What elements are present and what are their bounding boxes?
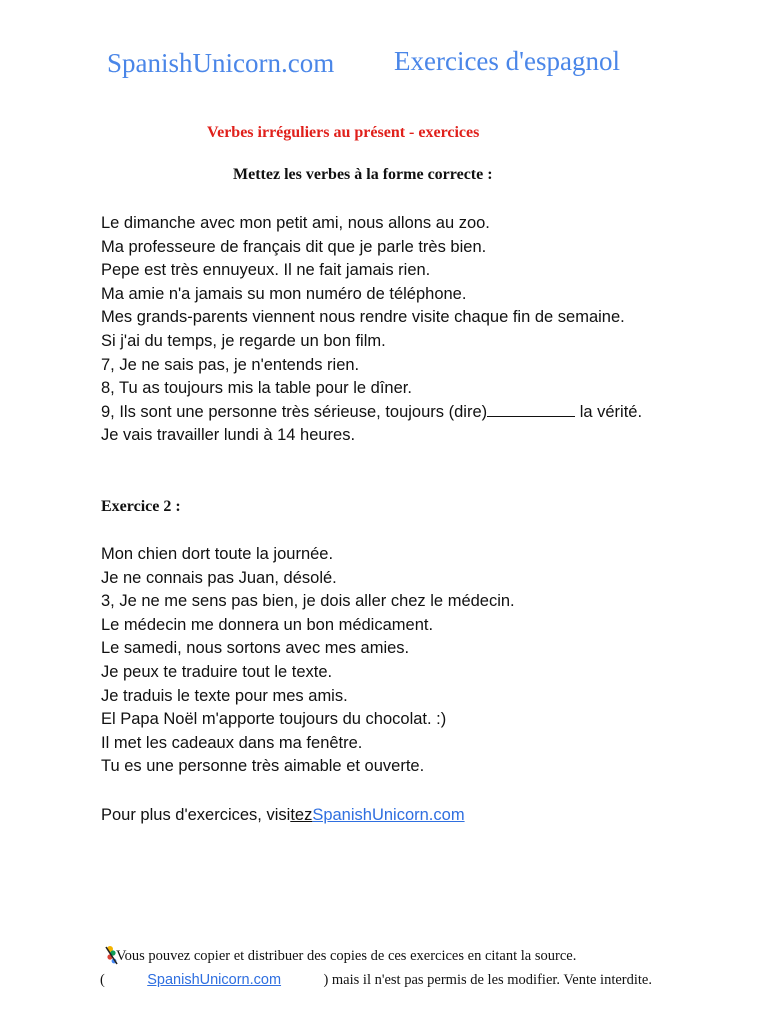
blank-sentence-start: 9, Ils sont une personne très sérieuse, toujours (dire) bbox=[101, 402, 488, 421]
list-item: Si j'ai du temps, je regarde un bon film. bbox=[101, 331, 386, 350]
list-item: Le samedi, nous sortons avec mes amies. bbox=[101, 639, 410, 658]
list-item: Je traduis le texte pour mes amis. bbox=[101, 686, 348, 705]
list-item: Pepe est très ennuyeux. Il ne fait jamais rien. bbox=[101, 261, 431, 280]
footer-site-link[interactable]: SpanishUnicorn.com bbox=[147, 972, 282, 988]
list-item: 8, Tu as toujours mis la table pour le dîner. bbox=[101, 379, 412, 398]
exercise2-list bbox=[101, 543, 515, 779]
footer-license bbox=[100, 972, 652, 989]
list-item: Tu es une personne très aimable et ouverte. bbox=[101, 757, 425, 776]
instruction: Mettez les verbes à la forme correcte : bbox=[233, 166, 493, 183]
footer-license-text: ) mais il n'est pas permis de les modifier. Vente interdite. bbox=[323, 972, 652, 988]
list-item: Je ne connais pas Juan, désolé. bbox=[101, 568, 337, 587]
list-item: Je vais travailler lundi à 14 heures. bbox=[101, 426, 356, 445]
list-item: Mon chien dort toute la journée. bbox=[101, 545, 334, 563]
site-link[interactable]: SpanishUnicorn.com bbox=[312, 806, 465, 824]
exercise1-list bbox=[101, 212, 642, 448]
answer-blank bbox=[487, 402, 575, 417]
footer-open-paren: ( bbox=[100, 972, 105, 988]
more-exercises-suffix: tez bbox=[290, 806, 313, 824]
list-item: Il met les cadeaux dans ma fenêtre. bbox=[101, 733, 363, 752]
list-item: Ma professeure de français dit que je parle très bien. bbox=[101, 237, 487, 256]
list-item: Le dimanche avec mon petit ami, nous allons au zoo. bbox=[101, 214, 490, 232]
list-item: Le médecin me donnera un bon médicament. bbox=[101, 615, 434, 634]
list-item-with-blank bbox=[101, 401, 642, 425]
list-item: Je peux te traduire tout le texte. bbox=[101, 662, 333, 681]
list-item: El Papa Noël m'apporte toujours du chocolat. :) bbox=[101, 710, 447, 729]
list-item: Mes grands-parents viennent nous rendre visite chaque fin de semaine. bbox=[101, 308, 625, 327]
list-item: Ma amie n'a jamais su mon numéro de téléphone. bbox=[101, 284, 467, 303]
more-exercises bbox=[101, 806, 465, 825]
worksheet-title: Verbes irréguliers au présent - exercices bbox=[207, 124, 480, 141]
footer-copy-notice: Vous pouvez copier et distribuer des copies de ces exercices en citant la source. bbox=[116, 948, 577, 964]
site-subtitle: Exercices d'espagnol bbox=[394, 46, 621, 76]
more-exercises-prefix: Pour plus d'exercices, visi bbox=[101, 806, 291, 824]
blank-sentence-end: la vérité. bbox=[575, 402, 643, 421]
exercise2-heading: Exercice 2 : bbox=[101, 498, 181, 515]
site-name: SpanishUnicorn.com bbox=[107, 48, 335, 78]
list-item: 3, Je ne me sens pas bien, je dois aller chez le médecin. bbox=[101, 592, 515, 611]
list-item: 7, Je ne sais pas, je n'entends rien. bbox=[101, 355, 360, 374]
